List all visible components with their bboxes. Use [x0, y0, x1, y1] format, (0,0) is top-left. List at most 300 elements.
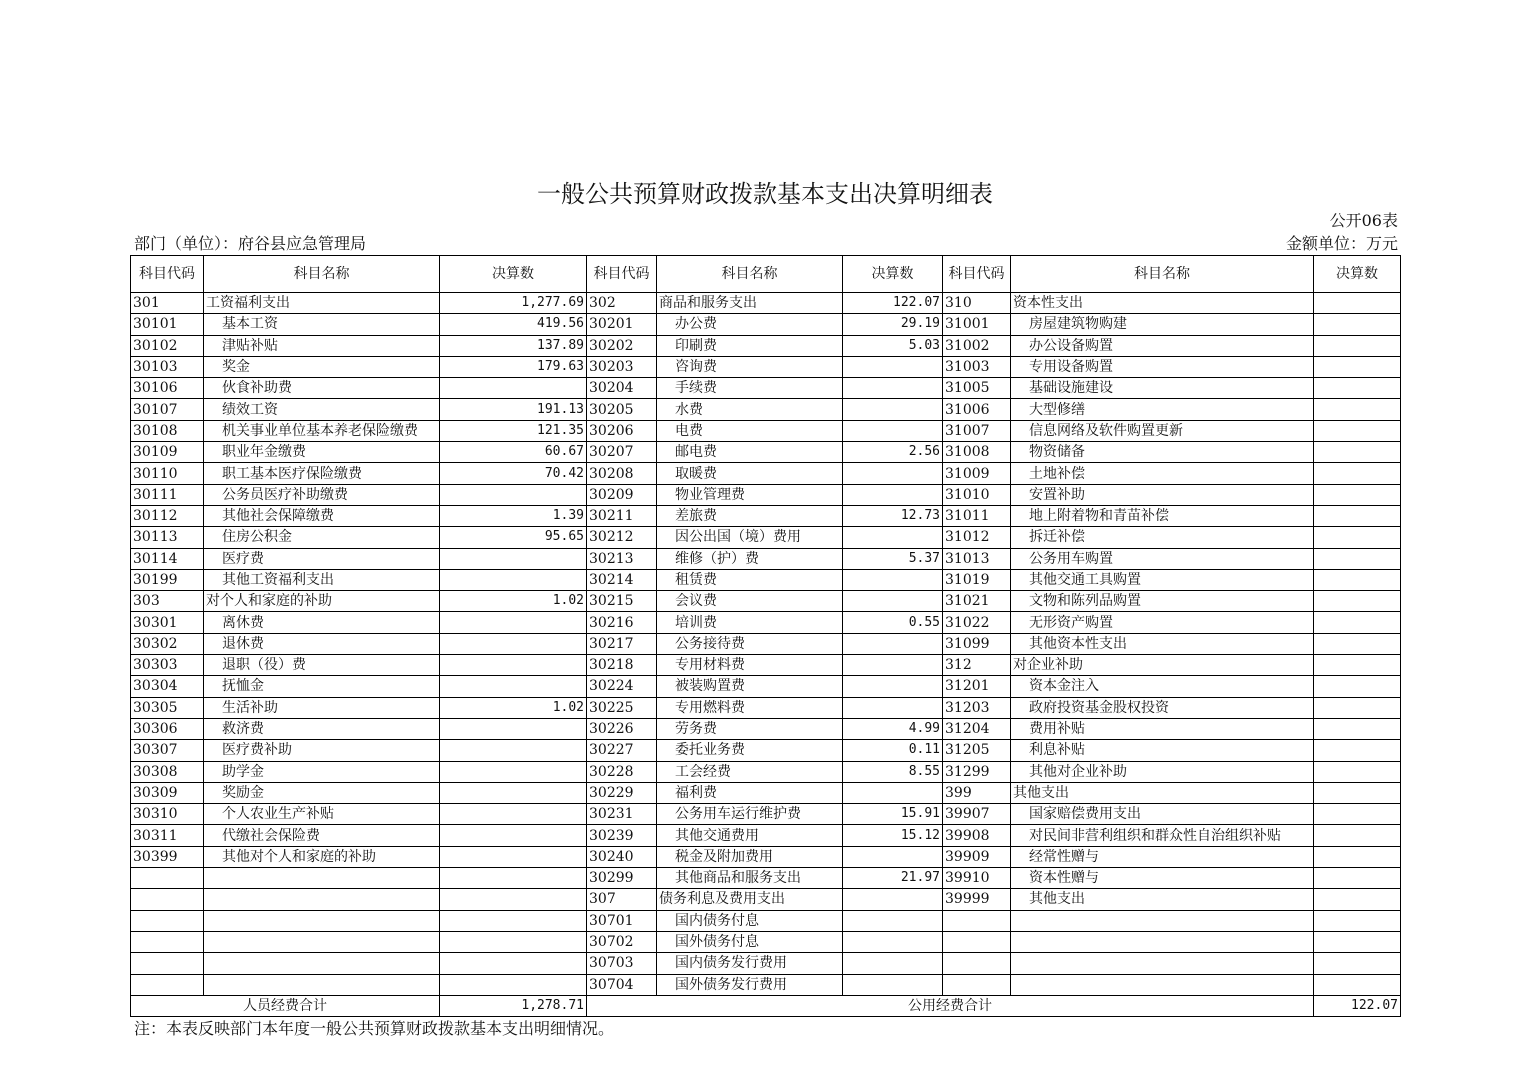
code-cell: 31007: [943, 420, 1011, 441]
amount-cell: [1314, 569, 1401, 590]
name-cell: 委托业务费: [657, 740, 843, 761]
amount-cell: [440, 910, 587, 931]
code-cell: 30103: [131, 356, 204, 377]
code-cell: 30209: [587, 484, 657, 505]
name-cell: [204, 889, 440, 910]
code-cell: 30701: [587, 910, 657, 931]
amount-cell: [440, 378, 587, 399]
name-cell: 租赁费: [657, 569, 843, 590]
table-row: [131, 761, 1401, 782]
code-cell: 30702: [587, 931, 657, 952]
code-cell: 30114: [131, 548, 204, 569]
code-cell: [131, 910, 204, 931]
amount-cell: [440, 825, 587, 846]
amount-unit-label: 金额单位：万元: [1285, 234, 1398, 253]
table-row: [131, 356, 1401, 377]
amount-cell: [1314, 314, 1401, 335]
amount-cell: 8.55: [843, 761, 943, 782]
name-cell: 国外债务发行费用: [657, 974, 843, 995]
name-cell: 对个人和家庭的补助: [204, 591, 440, 612]
amount-cell: [440, 633, 587, 654]
name-cell: 生活补助: [204, 697, 440, 718]
code-cell: 39909: [943, 846, 1011, 867]
table-row: [131, 527, 1401, 548]
name-cell: 大型修缮: [1011, 399, 1314, 420]
table-row: [131, 931, 1401, 952]
code-cell: 30704: [587, 974, 657, 995]
code-cell: 31021: [943, 591, 1011, 612]
code-cell: [131, 953, 204, 974]
col-header-amount: 决算数: [1314, 256, 1401, 293]
code-cell: 30106: [131, 378, 204, 399]
col-header-code: 科目代码: [131, 256, 204, 293]
code-cell: [943, 931, 1011, 952]
name-cell: 其他对企业补助: [1011, 761, 1314, 782]
amount-cell: [440, 804, 587, 825]
name-cell: 手续费: [657, 378, 843, 399]
code-cell: 31201: [943, 676, 1011, 697]
code-cell: 30216: [587, 612, 657, 633]
code-cell: 30231: [587, 804, 657, 825]
name-cell: 办公设备购置: [1011, 335, 1314, 356]
name-cell: 债务利息及费用支出: [657, 889, 843, 910]
col-header-name: 科目名称: [1011, 256, 1314, 293]
table-row: [131, 974, 1401, 995]
name-cell: 个人农业生产补贴: [204, 804, 440, 825]
amount-cell: [440, 846, 587, 867]
amount-cell: [440, 782, 587, 803]
code-cell: 31002: [943, 335, 1011, 356]
amount-cell: [1314, 804, 1401, 825]
name-cell: 基础设施建设: [1011, 378, 1314, 399]
code-cell: 30102: [131, 335, 204, 356]
code-cell: 30310: [131, 804, 204, 825]
table-row: [131, 420, 1401, 441]
amount-cell: [440, 974, 587, 995]
footnote: 注：本表反映部门本年度一般公共预算财政拨款基本支出明细情况。: [134, 1019, 615, 1038]
code-cell: 30229: [587, 782, 657, 803]
code-cell: 31008: [943, 442, 1011, 463]
amount-cell: [1314, 953, 1401, 974]
amount-cell: [1314, 356, 1401, 377]
amount-cell: [843, 591, 943, 612]
name-cell: 办公费: [657, 314, 843, 335]
amount-cell: [440, 676, 587, 697]
name-cell: 取暖费: [657, 463, 843, 484]
amount-cell: [440, 484, 587, 505]
name-cell: 土地补偿: [1011, 463, 1314, 484]
code-cell: 30227: [587, 740, 657, 761]
amount-cell: [843, 953, 943, 974]
expenditure-table: [130, 255, 1401, 1017]
name-cell: 公务员医疗补助缴费: [204, 484, 440, 505]
code-cell: [943, 953, 1011, 974]
amount-cell: [843, 974, 943, 995]
code-cell: 30202: [587, 335, 657, 356]
code-cell: [131, 974, 204, 995]
name-cell: 其他交通费用: [657, 825, 843, 846]
name-cell: [204, 931, 440, 952]
code-cell: 30304: [131, 676, 204, 697]
amount-cell: 21.97: [843, 868, 943, 889]
code-cell: 30207: [587, 442, 657, 463]
amount-cell: [1314, 484, 1401, 505]
name-cell: 政府投资基金股权投资: [1011, 697, 1314, 718]
name-cell: 工资福利支出: [204, 293, 440, 314]
amount-cell: [843, 633, 943, 654]
code-cell: 30213: [587, 548, 657, 569]
name-cell: 专用材料费: [657, 655, 843, 676]
code-cell: 31013: [943, 548, 1011, 569]
name-cell: 咨询费: [657, 356, 843, 377]
name-cell: 抚恤金: [204, 676, 440, 697]
name-cell: 信息网络及软件购置更新: [1011, 420, 1314, 441]
amount-cell: 1,277.69: [440, 293, 587, 314]
name-cell: 资本性支出: [1011, 293, 1314, 314]
amount-cell: 121.35: [440, 420, 587, 441]
amount-cell: [1314, 442, 1401, 463]
code-cell: 30299: [587, 868, 657, 889]
code-cell: 30307: [131, 740, 204, 761]
table-row: [131, 591, 1401, 612]
col-header-amount: 决算数: [843, 256, 943, 293]
amount-cell: [440, 548, 587, 569]
name-cell: 助学金: [204, 761, 440, 782]
code-cell: 31012: [943, 527, 1011, 548]
code-cell: 303: [131, 591, 204, 612]
name-cell: 培训费: [657, 612, 843, 633]
name-cell: 国外债务付息: [657, 931, 843, 952]
name-cell: 文物和陈列品购置: [1011, 591, 1314, 612]
table-row: [131, 633, 1401, 654]
code-cell: 302: [587, 293, 657, 314]
name-cell: 地上附着物和青苗补偿: [1011, 505, 1314, 526]
amount-cell: [1314, 378, 1401, 399]
code-cell: 31009: [943, 463, 1011, 484]
code-cell: 39908: [943, 825, 1011, 846]
table-row: [131, 335, 1401, 356]
col-header-amount: 决算数: [440, 256, 587, 293]
amount-cell: [843, 484, 943, 505]
code-cell: 30226: [587, 718, 657, 739]
code-cell: 301: [131, 293, 204, 314]
amount-cell: [1314, 293, 1401, 314]
code-cell: [943, 910, 1011, 931]
name-cell: 伙食补助费: [204, 378, 440, 399]
code-cell: 30110: [131, 463, 204, 484]
name-cell: 医疗费补助: [204, 740, 440, 761]
amount-cell: 5.03: [843, 335, 943, 356]
amount-cell: [440, 931, 587, 952]
code-cell: 30107: [131, 399, 204, 420]
amount-cell: [1314, 718, 1401, 739]
amount-cell: 95.65: [440, 527, 587, 548]
name-cell: 国家赔偿费用支出: [1011, 804, 1314, 825]
name-cell: 工会经费: [657, 761, 843, 782]
amount-cell: [843, 931, 943, 952]
amount-cell: [1314, 548, 1401, 569]
amount-cell: [1314, 974, 1401, 995]
name-cell: [1011, 953, 1314, 974]
name-cell: 职业年金缴费: [204, 442, 440, 463]
code-cell: 30203: [587, 356, 657, 377]
name-cell: 代缴社会保险费: [204, 825, 440, 846]
table-row: [131, 463, 1401, 484]
amount-cell: [843, 910, 943, 931]
amount-cell: 2.56: [843, 442, 943, 463]
table-row: [131, 718, 1401, 739]
name-cell: 离休费: [204, 612, 440, 633]
amount-cell: 122.07: [843, 293, 943, 314]
code-cell: 30208: [587, 463, 657, 484]
code-cell: 30301: [131, 612, 204, 633]
amount-cell: 137.89: [440, 335, 587, 356]
amount-cell: [843, 463, 943, 484]
code-cell: 30212: [587, 527, 657, 548]
amount-cell: [1314, 591, 1401, 612]
amount-cell: [843, 676, 943, 697]
amount-cell: 15.91: [843, 804, 943, 825]
amount-cell: [440, 569, 587, 590]
amount-cell: [1314, 633, 1401, 654]
personnel-total-label: 人员经费合计: [131, 995, 440, 1016]
amount-cell: [843, 356, 943, 377]
name-cell: [204, 910, 440, 931]
code-cell: [131, 889, 204, 910]
name-cell: 经常性赠与: [1011, 846, 1314, 867]
table-row: [131, 293, 1401, 314]
code-cell: [131, 868, 204, 889]
code-cell: 30109: [131, 442, 204, 463]
name-cell: 救济费: [204, 718, 440, 739]
amount-cell: 1.02: [440, 697, 587, 718]
department-label: 部门（单位）：府谷县应急管理局: [134, 234, 367, 253]
code-cell: 30211: [587, 505, 657, 526]
name-cell: 其他工资福利支出: [204, 569, 440, 590]
name-cell: 因公出国（境）费用: [657, 527, 843, 548]
code-cell: 31205: [943, 740, 1011, 761]
code-cell: 30311: [131, 825, 204, 846]
amount-cell: [1314, 676, 1401, 697]
name-cell: 专用设备购置: [1011, 356, 1314, 377]
name-cell: 利息补贴: [1011, 740, 1314, 761]
name-cell: 物业管理费: [657, 484, 843, 505]
amount-cell: 60.67: [440, 442, 587, 463]
code-cell: 30199: [131, 569, 204, 590]
name-cell: 机关事业单位基本养老保险缴费: [204, 420, 440, 441]
code-cell: [943, 974, 1011, 995]
table-row: [131, 399, 1401, 420]
amount-cell: 0.55: [843, 612, 943, 633]
table-row: [131, 314, 1401, 335]
amount-cell: [1314, 655, 1401, 676]
name-cell: 公务用车运行维护费: [657, 804, 843, 825]
name-cell: [1011, 931, 1314, 952]
code-cell: 30201: [587, 314, 657, 335]
totals-row: [131, 995, 1401, 1016]
table-row: [131, 740, 1401, 761]
personnel-total-value: 1,278.71: [440, 995, 587, 1016]
amount-cell: 191.13: [440, 399, 587, 420]
amount-cell: 29.19: [843, 314, 943, 335]
public-total-label: 公用经费合计: [587, 995, 1314, 1016]
table-row: [131, 868, 1401, 889]
code-cell: 31006: [943, 399, 1011, 420]
name-cell: 其他支出: [1011, 889, 1314, 910]
name-cell: 职工基本医疗保险缴费: [204, 463, 440, 484]
code-cell: 30240: [587, 846, 657, 867]
name-cell: 国内债务发行费用: [657, 953, 843, 974]
name-cell: [1011, 910, 1314, 931]
code-cell: 31005: [943, 378, 1011, 399]
table-row: [131, 484, 1401, 505]
name-cell: 公务接待费: [657, 633, 843, 654]
col-header-name: 科目名称: [204, 256, 440, 293]
amount-cell: 179.63: [440, 356, 587, 377]
name-cell: 住房公积金: [204, 527, 440, 548]
amount-cell: 419.56: [440, 314, 587, 335]
name-cell: 其他对个人和家庭的补助: [204, 846, 440, 867]
code-cell: 30225: [587, 697, 657, 718]
code-cell: 39999: [943, 889, 1011, 910]
amount-cell: [1314, 463, 1401, 484]
amount-cell: [1314, 931, 1401, 952]
amount-cell: [1314, 399, 1401, 420]
code-cell: 30112: [131, 505, 204, 526]
amount-cell: 12.73: [843, 505, 943, 526]
name-cell: 拆迁补偿: [1011, 527, 1314, 548]
code-cell: 30205: [587, 399, 657, 420]
code-cell: [131, 931, 204, 952]
code-cell: 30217: [587, 633, 657, 654]
name-cell: 资本性赠与: [1011, 868, 1314, 889]
name-cell: 基本工资: [204, 314, 440, 335]
amount-cell: [843, 846, 943, 867]
name-cell: 对企业补助: [1011, 655, 1314, 676]
name-cell: 奖励金: [204, 782, 440, 803]
amount-cell: [440, 889, 587, 910]
amount-cell: [440, 953, 587, 974]
amount-cell: 1.02: [440, 591, 587, 612]
code-cell: 30305: [131, 697, 204, 718]
name-cell: 会议费: [657, 591, 843, 612]
name-cell: [204, 974, 440, 995]
amount-cell: [1314, 761, 1401, 782]
name-cell: 其他支出: [1011, 782, 1314, 803]
name-cell: 电费: [657, 420, 843, 441]
name-cell: 税金及附加费用: [657, 846, 843, 867]
code-cell: 30703: [587, 953, 657, 974]
name-cell: 其他交通工具购置: [1011, 569, 1314, 590]
table-row: [131, 612, 1401, 633]
name-cell: 绩效工资: [204, 399, 440, 420]
code-cell: 30228: [587, 761, 657, 782]
table-row: [131, 804, 1401, 825]
code-cell: 30214: [587, 569, 657, 590]
code-cell: 312: [943, 655, 1011, 676]
name-cell: 物资储备: [1011, 442, 1314, 463]
amount-cell: [1314, 846, 1401, 867]
name-cell: 其他资本性支出: [1011, 633, 1314, 654]
name-cell: 公务用车购置: [1011, 548, 1314, 569]
table-row: [131, 889, 1401, 910]
col-header-code: 科目代码: [943, 256, 1011, 293]
amount-cell: [843, 527, 943, 548]
amount-cell: [843, 569, 943, 590]
amount-cell: [1314, 697, 1401, 718]
code-cell: 30101: [131, 314, 204, 335]
code-cell: 31299: [943, 761, 1011, 782]
code-cell: 30303: [131, 655, 204, 676]
name-cell: [1011, 974, 1314, 995]
name-cell: 其他社会保障缴费: [204, 505, 440, 526]
table-row: [131, 953, 1401, 974]
table-row: [131, 505, 1401, 526]
name-cell: 退休费: [204, 633, 440, 654]
code-cell: 30302: [131, 633, 204, 654]
name-cell: 印刷费: [657, 335, 843, 356]
code-cell: 30113: [131, 527, 204, 548]
amount-cell: [843, 378, 943, 399]
table-row: [131, 782, 1401, 803]
amount-cell: [1314, 910, 1401, 931]
form-number: 公开06表: [1329, 211, 1398, 230]
code-cell: 31099: [943, 633, 1011, 654]
name-cell: 福利费: [657, 782, 843, 803]
name-cell: 差旅费: [657, 505, 843, 526]
name-cell: [204, 868, 440, 889]
code-cell: 31204: [943, 718, 1011, 739]
code-cell: 31003: [943, 356, 1011, 377]
amount-cell: [1314, 782, 1401, 803]
code-cell: 30111: [131, 484, 204, 505]
code-cell: 39907: [943, 804, 1011, 825]
name-cell: 其他商品和服务支出: [657, 868, 843, 889]
amount-cell: [1314, 420, 1401, 441]
name-cell: 退职（役）费: [204, 655, 440, 676]
amount-cell: [843, 782, 943, 803]
code-cell: 310: [943, 293, 1011, 314]
header-row: [131, 256, 1401, 293]
code-cell: 307: [587, 889, 657, 910]
table-row: [131, 910, 1401, 931]
code-cell: 30215: [587, 591, 657, 612]
name-cell: 资本金注入: [1011, 676, 1314, 697]
amount-cell: [843, 655, 943, 676]
name-cell: 奖金: [204, 356, 440, 377]
col-header-code: 科目代码: [587, 256, 657, 293]
amount-cell: [1314, 889, 1401, 910]
amount-cell: [440, 655, 587, 676]
table-row: [131, 846, 1401, 867]
name-cell: 费用补贴: [1011, 718, 1314, 739]
code-cell: 30309: [131, 782, 204, 803]
name-cell: 房屋建筑物购建: [1011, 314, 1314, 335]
code-cell: 30218: [587, 655, 657, 676]
name-cell: 安置补助: [1011, 484, 1314, 505]
amount-cell: [440, 761, 587, 782]
name-cell: [204, 953, 440, 974]
table-row: [131, 569, 1401, 590]
name-cell: 商品和服务支出: [657, 293, 843, 314]
amount-cell: [843, 697, 943, 718]
table-row: [131, 655, 1401, 676]
amount-cell: 1.39: [440, 505, 587, 526]
amount-cell: 0.11: [843, 740, 943, 761]
amount-cell: [1314, 612, 1401, 633]
name-cell: 国内债务付息: [657, 910, 843, 931]
report-title: 一般公共预算财政拨款基本支出决算明细表: [537, 180, 993, 208]
